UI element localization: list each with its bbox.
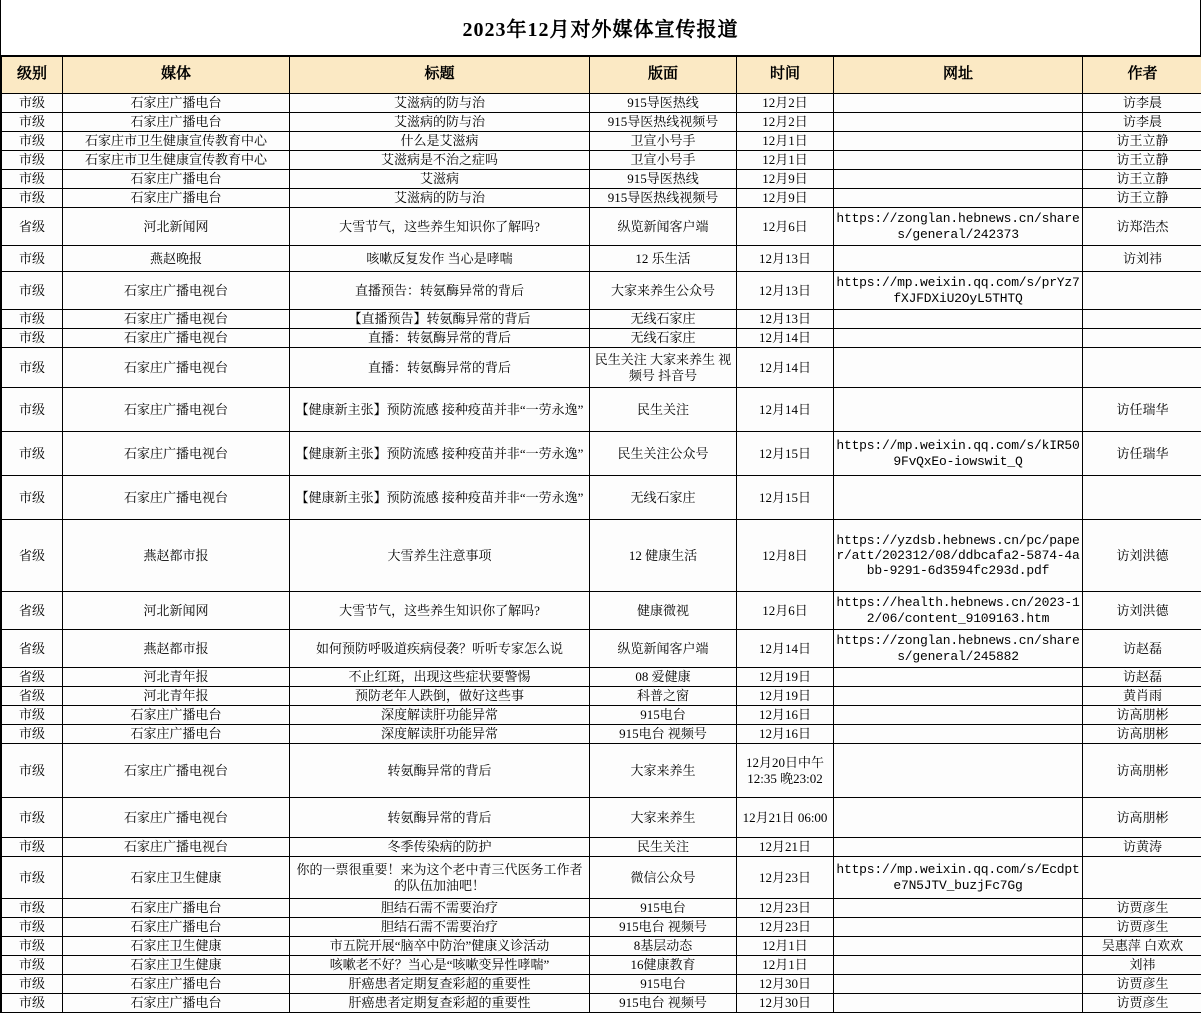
cell-time[interactable]: 12月1日 [737,132,834,151]
cell-level[interactable]: 市级 [2,725,63,744]
cell-page[interactable]: 大家来养生公众号 [590,272,737,310]
cell-page[interactable]: 纵览新闻客户端 [590,208,737,246]
cell-level[interactable]: 省级 [2,668,63,687]
cell-title[interactable]: 直播预告：转氨酶异常的背后 [290,272,590,310]
cell-title[interactable]: 转氨酶异常的背后 [290,798,590,838]
cell-author[interactable]: 访李晨 [1083,94,1201,113]
cell-media[interactable]: 河北新闻网 [63,208,290,246]
document-title-band [1,0,1200,56]
cell-title[interactable]: 咳嗽老不好？当心是“咳嗽变异性哮喘” [290,956,590,975]
cell-title[interactable]: 直播：转氨酶异常的背后 [290,348,590,388]
cell-media[interactable]: 石家庄广播电视台 [63,272,290,310]
cell-title[interactable]: 艾滋病的防与治 [290,113,590,132]
cell-title[interactable]: 市五院开展“脑卒中防治”健康义诊活动 [290,937,590,956]
cell-media[interactable]: 石家庄广播电视台 [63,744,290,798]
cell-author[interactable]: 访王立静 [1083,170,1201,189]
cell-author[interactable]: 访王立静 [1083,189,1201,208]
table-header-row [2,57,1201,94]
cell-level[interactable]: 市级 [2,744,63,798]
cell-time[interactable]: 12月30日 [737,975,834,994]
cell-time[interactable]: 12月14日 [737,348,834,388]
cell-level[interactable]: 省级 [2,208,63,246]
cell-title[interactable]: 胆结石需不需要治疗 [290,899,590,918]
cell-title[interactable]: 艾滋病的防与治 [290,189,590,208]
cell-author[interactable]: 访高朋彬 [1083,744,1201,798]
cell-time[interactable]: 12月20日中午12:35 晚23:02 [737,744,834,798]
cell-author[interactable]: 访高朋彬 [1083,798,1201,838]
cell-media[interactable]: 河北青年报 [63,668,290,687]
cell-level[interactable]: 市级 [2,918,63,937]
cell-time[interactable]: 12月2日 [737,113,834,132]
cell-time[interactable]: 12月15日 [737,476,834,520]
cell-url[interactable] [834,744,1083,798]
cell-url[interactable] [834,994,1083,1013]
cell-media[interactable]: 石家庄广播电视台 [63,432,290,476]
cell-page[interactable]: 915导医热线视频号 [590,113,737,132]
table-row[interactable] [2,94,1201,113]
cell-author[interactable]: 访郑浩杰 [1083,208,1201,246]
cell-url[interactable] [834,838,1083,857]
cell-time[interactable]: 12月1日 [737,937,834,956]
page-title: 2023年12月对外媒体宣传报道 [463,13,739,42]
cell-url[interactable] [834,329,1083,348]
cell-time[interactable]: 12月8日 [737,520,834,592]
table-row[interactable] [2,476,1201,520]
cell-url[interactable] [834,189,1083,208]
cell-title[interactable]: 咳嗽反复发作 当心是哮喘 [290,246,590,272]
cell-url[interactable] [834,937,1083,956]
cell-time[interactable]: 12月30日 [737,994,834,1013]
cell-url[interactable] [834,725,1083,744]
cell-media[interactable]: 石家庄广播电台 [63,189,290,208]
cell-url[interactable] [834,476,1083,520]
cell-title[interactable]: 冬季传染病的防护 [290,838,590,857]
cell-author[interactable] [1083,272,1201,310]
table-row[interactable] [2,113,1201,132]
cell-author[interactable]: 访赵磊 [1083,668,1201,687]
cell-media[interactable]: 石家庄广播电视台 [63,329,290,348]
table-row[interactable] [2,668,1201,687]
cell-level[interactable]: 市级 [2,310,63,329]
cell-url[interactable] [834,899,1083,918]
cell-title[interactable]: 艾滋病的防与治 [290,94,590,113]
cell-url[interactable] [834,798,1083,838]
cell-level[interactable]: 市级 [2,994,63,1013]
cell-level[interactable]: 市级 [2,388,63,432]
cell-level[interactable]: 省级 [2,520,63,592]
cell-url[interactable]: https://zonglan.hebnews.cn/shares/general/242373 [834,208,1083,246]
table-row[interactable] [2,348,1201,388]
table-body [2,94,1201,1013]
cell-level[interactable]: 市级 [2,329,63,348]
cell-media[interactable]: 燕赵都市报 [63,630,290,668]
cell-title[interactable]: 大雪养生注意事项 [290,520,590,592]
cell-title[interactable]: 深度解读肝功能异常 [290,706,590,725]
cell-url[interactable] [834,918,1083,937]
cell-level[interactable]: 市级 [2,272,63,310]
cell-media[interactable]: 河北青年报 [63,687,290,706]
table-row[interactable] [2,520,1201,592]
table-row[interactable] [2,975,1201,994]
cell-level[interactable]: 市级 [2,432,63,476]
table-row[interactable] [2,208,1201,246]
cell-level[interactable]: 市级 [2,476,63,520]
cell-level[interactable]: 市级 [2,956,63,975]
cell-time[interactable]: 12月14日 [737,329,834,348]
table-row[interactable] [2,388,1201,432]
cell-time[interactable]: 12月16日 [737,706,834,725]
cell-media[interactable]: 燕赵晚报 [63,246,290,272]
table-row[interactable] [2,687,1201,706]
cell-title[interactable]: 艾滋病 [290,170,590,189]
table-row[interactable] [2,725,1201,744]
cell-page[interactable]: 8基层动态 [590,937,737,956]
cell-author[interactable]: 刘祎 [1083,956,1201,975]
cell-url[interactable] [834,113,1083,132]
cell-media[interactable]: 石家庄广播电台 [63,994,290,1013]
cell-time[interactable]: 12月9日 [737,189,834,208]
table-row[interactable] [2,706,1201,725]
cell-level[interactable]: 市级 [2,113,63,132]
cell-author[interactable]: 访高朋彬 [1083,706,1201,725]
cell-page[interactable]: 大家来养生 [590,744,737,798]
cell-author[interactable]: 访高朋彬 [1083,725,1201,744]
cell-time[interactable]: 12月13日 [737,310,834,329]
cell-author[interactable] [1083,310,1201,329]
cell-media[interactable]: 石家庄广播电视台 [63,388,290,432]
cell-time[interactable]: 12月9日 [737,170,834,189]
cell-title[interactable]: 直播：转氨酶异常的背后 [290,329,590,348]
table-row[interactable] [2,246,1201,272]
cell-media[interactable]: 石家庄广播电台 [63,918,290,937]
cell-time[interactable]: 12月23日 [737,899,834,918]
table-row[interactable] [2,151,1201,170]
cell-media[interactable]: 石家庄广播电视台 [63,348,290,388]
table-row[interactable] [2,132,1201,151]
cell-media[interactable]: 石家庄广播电台 [63,170,290,189]
table-row[interactable] [2,310,1201,329]
media-report-table [1,56,1201,1013]
cell-level[interactable]: 省级 [2,592,63,630]
cell-level[interactable]: 市级 [2,132,63,151]
table-row[interactable] [2,798,1201,838]
table-row[interactable] [2,956,1201,975]
cell-page[interactable]: 民生关注 [590,388,737,432]
cell-page[interactable]: 大家来养生 [590,798,737,838]
cell-title[interactable]: 预防老年人跌倒，做好这些事 [290,687,590,706]
cell-title[interactable]: 如何预防呼吸道疾病侵袭？听听专家怎么说 [290,630,590,668]
cell-url[interactable] [834,151,1083,170]
cell-page[interactable]: 915导医热线视频号 [590,189,737,208]
cell-time[interactable]: 12月1日 [737,151,834,170]
cell-time[interactable]: 12月13日 [737,272,834,310]
cell-time[interactable]: 12月1日 [737,956,834,975]
cell-time[interactable]: 12月19日 [737,687,834,706]
cell-level[interactable]: 市级 [2,975,63,994]
cell-media[interactable]: 石家庄卫生健康 [63,937,290,956]
cell-media[interactable]: 石家庄广播电台 [63,113,290,132]
cell-level[interactable]: 市级 [2,857,63,899]
cell-title[interactable]: 【健康新主张】预防流感 接种疫苗并非“一劳永逸” [290,476,590,520]
cell-time[interactable]: 12月19日 [737,668,834,687]
table-row[interactable] [2,189,1201,208]
cell-url[interactable] [834,668,1083,687]
cell-level[interactable]: 省级 [2,687,63,706]
cell-author[interactable]: 访李晨 [1083,113,1201,132]
cell-title[interactable]: 艾滋病是不治之症吗 [290,151,590,170]
cell-author[interactable] [1083,476,1201,520]
cell-author[interactable]: 访贾彦生 [1083,994,1201,1013]
table-row[interactable] [2,899,1201,918]
cell-page[interactable]: 无线石家庄 [590,310,737,329]
cell-page[interactable]: 无线石家庄 [590,476,737,520]
cell-author[interactable]: 访王立静 [1083,151,1201,170]
cell-time[interactable]: 12月23日 [737,857,834,899]
cell-url[interactable] [834,132,1083,151]
table-row[interactable] [2,272,1201,310]
cell-title[interactable]: 大雪节气，这些养生知识你了解吗? [290,208,590,246]
cell-author[interactable] [1083,329,1201,348]
cell-media[interactable]: 石家庄卫生健康 [63,857,290,899]
cell-level[interactable]: 市级 [2,170,63,189]
cell-media[interactable]: 石家庄广播电台 [63,975,290,994]
cell-page[interactable]: 08 爱健康 [590,668,737,687]
cell-media[interactable]: 石家庄市卫生健康宣传教育中心 [63,151,290,170]
cell-page[interactable]: 科普之窗 [590,687,737,706]
cell-level[interactable]: 市级 [2,151,63,170]
cell-page[interactable]: 915电台 [590,899,737,918]
table-row[interactable] [2,329,1201,348]
cell-level[interactable]: 省级 [2,630,63,668]
cell-author[interactable]: 访刘洪德 [1083,520,1201,592]
cell-level[interactable]: 市级 [2,348,63,388]
cell-page[interactable]: 卫宣小号手 [590,151,737,170]
cell-level[interactable]: 市级 [2,94,63,113]
cell-level[interactable]: 市级 [2,798,63,838]
cell-media[interactable]: 石家庄广播电视台 [63,838,290,857]
cell-media[interactable]: 石家庄卫生健康 [63,956,290,975]
cell-title[interactable]: 【健康新主张】预防流感 接种疫苗并非“一劳永逸” [290,432,590,476]
cell-level[interactable]: 市级 [2,189,63,208]
cell-author[interactable] [1083,348,1201,388]
cell-time[interactable]: 12月13日 [737,246,834,272]
cell-time[interactable]: 12月6日 [737,208,834,246]
cell-time[interactable]: 12月15日 [737,432,834,476]
cell-time[interactable]: 12月21日 06:00 [737,798,834,838]
cell-author[interactable]: 访王立静 [1083,132,1201,151]
cell-media[interactable]: 石家庄广播电视台 [63,798,290,838]
cell-page[interactable]: 915电台 [590,706,737,725]
cell-title[interactable]: 转氨酶异常的背后 [290,744,590,798]
cell-media[interactable]: 石家庄广播电视台 [63,476,290,520]
cell-time[interactable]: 12月23日 [737,918,834,937]
cell-level[interactable]: 市级 [2,706,63,725]
cell-author[interactable]: 黄肖雨 [1083,687,1201,706]
cell-url[interactable] [834,687,1083,706]
cell-url[interactable] [834,94,1083,113]
cell-level[interactable]: 市级 [2,899,63,918]
cell-media[interactable]: 燕赵都市报 [63,520,290,592]
cell-page[interactable]: 微信公众号 [590,857,737,899]
column-header-media[interactable]: 媒体 [63,57,290,94]
column-header-author[interactable]: 作者 [1083,57,1201,94]
cell-media[interactable]: 石家庄广播电台 [63,725,290,744]
column-header-title[interactable]: 标题 [290,57,590,94]
table-row[interactable] [2,918,1201,937]
cell-author[interactable]: 访刘祎 [1083,246,1201,272]
cell-author[interactable]: 访任瑞华 [1083,388,1201,432]
cell-url[interactable]: https://health.hebnews.cn/2023-12/06/content_9109163.htm [834,592,1083,630]
cell-page[interactable]: 915电台 视频号 [590,994,737,1013]
column-header-url[interactable]: 网址 [834,57,1083,94]
cell-url[interactable] [834,956,1083,975]
cell-time[interactable]: 12月14日 [737,630,834,668]
cell-url[interactable]: https://mp.weixin.qq.com/s/kIR509FvQxEo-iowswit_Q [834,432,1083,476]
cell-author[interactable]: 访贾彦生 [1083,975,1201,994]
cell-media[interactable]: 石家庄广播电台 [63,706,290,725]
table-row[interactable] [2,744,1201,798]
cell-page[interactable]: 民生关注 大家来养生 视频号 抖音号 [590,348,737,388]
table-row[interactable] [2,838,1201,857]
cell-page[interactable]: 12 乐生活 [590,246,737,272]
cell-author[interactable]: 访黄涛 [1083,838,1201,857]
cell-url[interactable] [834,388,1083,432]
cell-media[interactable]: 石家庄广播电台 [63,94,290,113]
cell-url[interactable] [834,170,1083,189]
cell-url[interactable]: https://mp.weixin.qq.com/s/Ecdpte7N5JTV_buzjFc7Gg [834,857,1083,899]
cell-media[interactable]: 河北新闻网 [63,592,290,630]
column-header-level[interactable]: 级别 [2,57,63,94]
cell-page[interactable]: 16健康教育 [590,956,737,975]
table-row[interactable] [2,857,1201,899]
cell-title[interactable]: 大雪节气，这些养生知识你了解吗? [290,592,590,630]
cell-author[interactable]: 访刘洪德 [1083,592,1201,630]
cell-author[interactable]: 访任瑞华 [1083,432,1201,476]
table-row[interactable] [2,432,1201,476]
cell-author[interactable]: 访贾彦生 [1083,918,1201,937]
cell-title[interactable]: 【健康新主张】预防流感 接种疫苗并非“一劳永逸” [290,388,590,432]
cell-url[interactable] [834,706,1083,725]
cell-title[interactable]: 胆结石需不需要治疗 [290,918,590,937]
cell-author[interactable]: 访贾彦生 [1083,899,1201,918]
cell-time[interactable]: 12月16日 [737,725,834,744]
cell-page[interactable]: 915电台 [590,975,737,994]
cell-title[interactable]: 深度解读肝功能异常 [290,725,590,744]
cell-media[interactable]: 石家庄市卫生健康宣传教育中心 [63,132,290,151]
cell-time[interactable]: 12月6日 [737,592,834,630]
cell-author[interactable] [1083,857,1201,899]
cell-page[interactable]: 民生关注公众号 [590,432,737,476]
table-row[interactable] [2,937,1201,956]
cell-level[interactable]: 市级 [2,246,63,272]
cell-url[interactable]: https://zonglan.hebnews.cn/shares/general/245882 [834,630,1083,668]
cell-author[interactable]: 吴惠萍 白欢欢 [1083,937,1201,956]
cell-page[interactable]: 915电台 视频号 [590,918,737,937]
cell-page[interactable]: 纵览新闻客户端 [590,630,737,668]
cell-url[interactable] [834,348,1083,388]
table-row[interactable] [2,994,1201,1013]
cell-url[interactable]: https://mp.weixin.qq.com/s/prYz7fXJFDXiU2OyL5THTQ [834,272,1083,310]
cell-level[interactable]: 市级 [2,838,63,857]
cell-time[interactable]: 12月2日 [737,94,834,113]
table-header [2,57,1201,94]
cell-page[interactable]: 民生关注 [590,838,737,857]
table-row[interactable] [2,592,1201,630]
cell-author[interactable]: 访赵磊 [1083,630,1201,668]
cell-time[interactable]: 12月21日 [737,838,834,857]
cell-page[interactable]: 卫宣小号手 [590,132,737,151]
column-header-time[interactable]: 时间 [737,57,834,94]
table-row[interactable] [2,630,1201,668]
cell-url[interactable] [834,975,1083,994]
cell-page[interactable]: 915导医热线 [590,94,737,113]
cell-title[interactable]: 不止红斑，出现这些症状要警惕 [290,668,590,687]
cell-page[interactable]: 健康微视 [590,592,737,630]
cell-title[interactable]: 什么是艾滋病 [290,132,590,151]
cell-title[interactable]: 肝癌患者定期复查彩超的重要性 [290,975,590,994]
cell-title[interactable]: 你的一票很重要！来为这个老中青三代医务工作者的队伍加油吧！ [290,857,590,899]
cell-media[interactable]: 石家庄广播电视台 [63,310,290,329]
cell-time[interactable]: 12月14日 [737,388,834,432]
cell-url[interactable] [834,310,1083,329]
column-header-page[interactable]: 版面 [590,57,737,94]
table-row[interactable] [2,170,1201,189]
cell-url[interactable] [834,246,1083,272]
cell-media[interactable]: 石家庄广播电台 [63,899,290,918]
cell-page[interactable]: 12 健康生活 [590,520,737,592]
cell-level[interactable]: 市级 [2,937,63,956]
cell-page[interactable]: 915电台 视频号 [590,725,737,744]
cell-title[interactable]: 肝癌患者定期复查彩超的重要性 [290,994,590,1013]
cell-title[interactable]: 【直播预告】转氨酶异常的背后 [290,310,590,329]
cell-page[interactable]: 915导医热线 [590,170,737,189]
cell-url[interactable]: https://yzdsb.hebnews.cn/pc/paper/att/202312/08/ddbcafa2-5874-4abb-9291-6d3594fc293d.pdf [834,520,1083,592]
cell-page[interactable]: 无线石家庄 [590,329,737,348]
